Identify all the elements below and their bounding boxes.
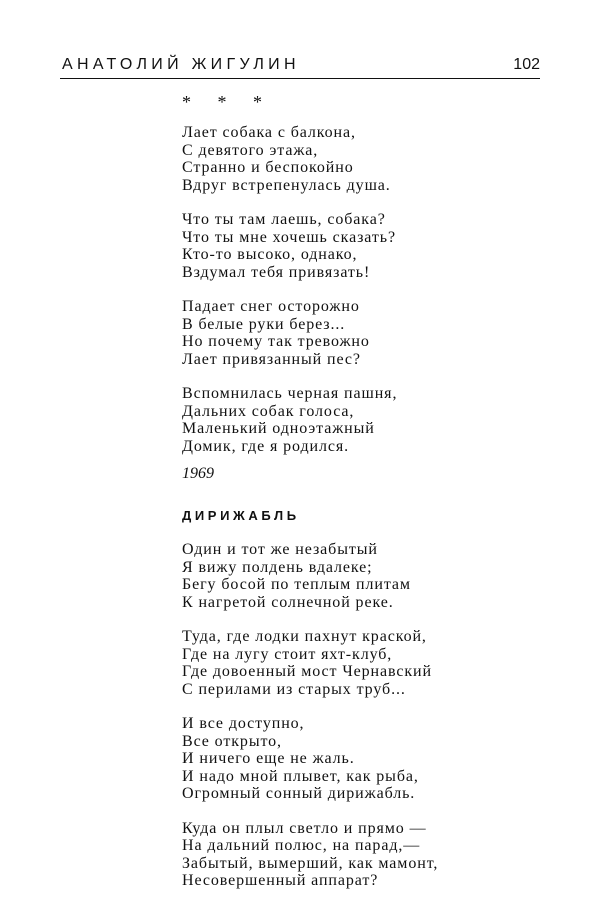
poem-line: Несовершенный аппарат? [182,872,379,889]
page-number: 102 [513,56,540,73]
poem1-stanza-3 [182,298,582,368]
poem-line: Падает снег осторожно [182,298,360,315]
poem-line: Что ты там лаешь, собака? [182,211,386,228]
poem-line: С девятого этажа, [182,141,319,159]
poem-line: Огромный сонный дирижабль. [182,785,416,802]
poem-line: Вздумал тебя привязать! [182,263,371,281]
poem-line: Куда он плыл светло и прямо — [182,819,427,837]
poem-line: Дальних собак голоса, [182,402,355,420]
poem-line: Домик, где я родился. [182,437,350,455]
poem-line: С перилами из старых труб... [182,680,406,698]
poem-line: Что ты мне хочешь сказать? [182,228,396,246]
poem-line: И надо мной плывет, как рыба, [182,767,419,785]
poem-line: И ничего еще не жаль. [182,750,355,767]
poem1-stanza-4 [182,385,582,455]
poem2-stanza-3 [182,715,582,803]
poem1-stanza-2 [182,211,582,281]
poem-line: Забытый, вымерший, как мамонт, [182,854,439,872]
poem-asterisk-title: * * * [182,92,273,112]
poem-title: ДИРИЖАБЛЬ [182,508,300,523]
poem-line: Один и тот же незабытый [182,541,378,558]
poem-line: Где довоенный мост Чернавский [182,663,432,680]
poem-line: На дальний полюс, на парад,— [182,837,421,854]
poem-line: Вспомнилась черная пашня, [182,385,398,402]
poem-line: Но почему так тревожно [182,333,370,350]
running-head-author: АНАТОЛИЙ ЖИГУЛИН [62,56,300,73]
poem-line: Лает собака с балкона, [182,124,356,141]
page-body [182,90,582,890]
poem-line: И все доступно, [182,715,305,732]
poem-line: Маленький одноэтажный [182,420,375,437]
poem-line: К нагретой солнечной реке. [182,593,394,611]
poem2-stanza-1 [182,541,582,611]
poem-line: Туда, где лодки пахнут краской, [182,628,427,645]
poem-line: Кто-то высоко, однако, [182,246,358,263]
poem-line: Я вижу полдень вдалеке; [182,558,373,576]
poem2-stanza-4 [182,820,582,890]
poem-date: 1969 [182,465,214,482]
poem-line: В белые руки берез... [182,315,346,333]
poem1-stanza-1 [182,124,582,194]
poem-line: Бегу босой по теплым плитам [182,576,411,593]
poem-line: Странно и беспокойно [182,159,354,176]
poem-line: Лает привязанный пес? [182,350,361,368]
poem-line: Где на лугу стоит яхт-клуб, [182,645,393,663]
poem-line: Вдруг встрепенулась душа. [182,176,391,194]
poem-line: Все открыто, [182,732,282,750]
poem2-stanza-2 [182,628,582,698]
header-rule [60,78,540,79]
